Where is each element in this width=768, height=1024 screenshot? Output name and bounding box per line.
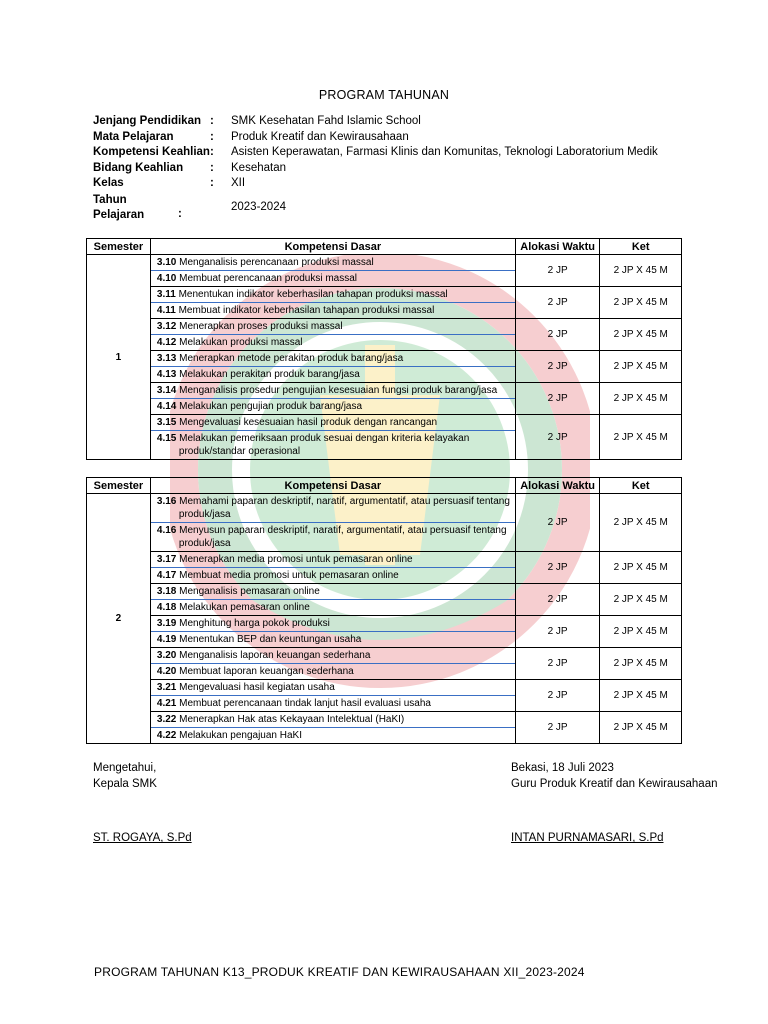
table-row: [87, 255, 682, 287]
sign-right-line1: Bekasi, 18 Juli 2023: [511, 762, 614, 774]
kompetensi-cell: [150, 383, 515, 415]
semester-number: 2: [87, 494, 151, 744]
kd-text: Mengevaluasi kesesuaian hasil produk dengan rancangan: [179, 417, 438, 428]
kd-text: Melakukan perakitan produk barang/jasa: [179, 369, 360, 380]
kd-item: [151, 696, 515, 711]
kd-text: Menerapkan media promosi untuk pemasaran online: [179, 554, 413, 565]
alokasi-waktu-cell: 2 JP: [515, 383, 600, 415]
alokasi-waktu-cell: 2 JP: [515, 616, 600, 648]
kompetensi-cell: [150, 494, 515, 552]
sign-left-name: ST. ROGAYA, S.Pd: [93, 832, 192, 844]
table-row: [87, 383, 682, 415]
column-header: Semester: [87, 478, 151, 494]
kd-text-continued: produk/jasa: [178, 538, 231, 549]
kd-text: Membuat laporan keuangan sederhana: [179, 666, 354, 677]
ket-cell: 2 JP X 45 M: [600, 255, 682, 287]
kd-code: 4.19: [156, 634, 177, 645]
ket-cell: 2 JP X 45 M: [600, 584, 682, 616]
ket-cell: 2 JP X 45 M: [600, 712, 682, 744]
kd-item: [151, 568, 515, 583]
meta-colon: :: [210, 177, 214, 190]
meta-value: 2023-2024: [231, 200, 286, 213]
page-footer: PROGRAM TAHUNAN K13_PRODUK KREATIF DAN KEWIRAUSAHAAN XII_2023-2024: [94, 965, 585, 979]
kd-text: Menghitung harga pokok produksi: [179, 618, 330, 629]
meta-colon: :: [210, 146, 214, 159]
meta-colon: :: [210, 161, 214, 174]
kd-item: [151, 616, 515, 632]
kd-text: Menyusun paparan deskriptif, naratif, argumentatif, atau persuasif tentang: [179, 525, 507, 536]
alokasi-waktu-cell: 2 JP: [515, 680, 600, 712]
kd-text: Menganalisis perencanaan produksi massal: [179, 257, 374, 268]
kd-code: 3.19: [156, 618, 177, 629]
table-row: [87, 584, 682, 616]
sign-right-name: INTAN PURNAMASARI, S.Pd: [511, 832, 664, 844]
column-header: Alokasi Waktu: [515, 239, 600, 255]
kd-item: [151, 712, 515, 728]
kd-text: Melakukan produksi massal: [179, 337, 303, 348]
kd-text: Menganalisis laporan keuangan sederhana: [179, 650, 371, 661]
ket-cell: 2 JP X 45 M: [600, 319, 682, 351]
kd-code: 3.14: [156, 385, 177, 396]
meta-colon: :: [210, 130, 214, 143]
kd-text: Menerapkan Hak atas Kekayaan Intelektual (HaKI): [179, 714, 405, 725]
kd-code: 4.21: [156, 698, 177, 709]
alokasi-waktu-cell: 2 JP: [515, 415, 600, 460]
column-header: Kompetensi Dasar: [150, 239, 515, 255]
table-row: [87, 351, 682, 383]
ket-cell: 2 JP X 45 M: [600, 648, 682, 680]
kd-item: [151, 319, 515, 335]
kd-code: 4.10: [156, 273, 177, 284]
semester-1-table: [86, 238, 682, 460]
semester-2-table: [86, 477, 682, 744]
meta-label: Kelas: [93, 177, 124, 190]
meta-label: Bidang Keahlian: [93, 161, 184, 174]
alokasi-waktu-cell: 2 JP: [515, 319, 600, 351]
kd-item: [151, 431, 515, 459]
kompetensi-cell: [150, 616, 515, 648]
kd-code: 3.11: [156, 289, 176, 300]
kd-text: Melakukan pemasaran online: [179, 602, 310, 613]
ket-cell: 2 JP X 45 M: [600, 494, 682, 552]
kompetensi-cell: [150, 255, 515, 287]
kd-item: [151, 271, 515, 286]
kd-item: [151, 335, 515, 350]
kd-item: [151, 383, 515, 399]
kompetensi-cell: [150, 680, 515, 712]
kd-item: [151, 399, 515, 414]
table-row: [87, 616, 682, 648]
kd-item: [151, 600, 515, 615]
meta-colon: :: [210, 115, 214, 127]
kd-item: [151, 648, 515, 664]
kd-item: [151, 664, 515, 679]
kd-code: 3.17: [156, 554, 177, 565]
kd-item: [151, 351, 515, 367]
alokasi-waktu-cell: 2 JP: [515, 552, 600, 584]
meta-label: Jenjang Pendidikan: [93, 115, 201, 127]
kd-code: 3.13: [156, 353, 177, 364]
table-row: [87, 712, 682, 744]
meta-value: SMK Kesehatan Fahd Islamic School: [231, 115, 421, 127]
kd-code: 3.20: [156, 650, 177, 661]
meta-value: Produk Kreatif dan Kewirausahaan: [231, 130, 409, 143]
kd-code: 3.16: [156, 496, 177, 507]
kd-item: [151, 584, 515, 600]
table-row: [87, 648, 682, 680]
kompetensi-cell: [150, 584, 515, 616]
column-header: Semester: [87, 239, 151, 255]
kd-item: [151, 287, 515, 303]
sign-left-line2: Kepala SMK: [93, 778, 157, 790]
sign-left-line1: Mengetahui,: [93, 762, 157, 774]
kd-item: [151, 367, 515, 382]
ket-cell: 2 JP X 45 M: [600, 351, 682, 383]
kd-text: Membuat media promosi untuk pemasaran online: [179, 570, 399, 581]
signature-right: [511, 760, 717, 846]
kd-text-continued: produk/standar operasional: [178, 446, 301, 457]
kd-item: [151, 632, 515, 647]
kompetensi-cell: [150, 351, 515, 383]
kompetensi-cell: [150, 319, 515, 351]
ket-cell: 2 JP X 45 M: [600, 680, 682, 712]
alokasi-waktu-cell: 2 JP: [515, 712, 600, 744]
column-header: Ket: [600, 239, 682, 255]
kompetensi-cell: [150, 648, 515, 680]
kd-item: [151, 255, 515, 271]
kd-text: Menentukan BEP dan keuntungan usaha: [179, 634, 362, 645]
kompetensi-cell: [150, 712, 515, 744]
ket-cell: 2 JP X 45 M: [600, 552, 682, 584]
alokasi-waktu-cell: 2 JP: [515, 351, 600, 383]
kd-text: Membuat perencanaan tindak lanjut hasil evaluasi usaha: [179, 698, 431, 709]
table-row: [87, 552, 682, 584]
column-header: Kompetensi Dasar: [150, 478, 515, 494]
page-title: PROGRAM TAHUNAN: [318, 88, 450, 102]
meta-label: [93, 193, 144, 223]
kd-text: Menganalisis prosedur pengujian kesesuaian fungsi produk barang/jasa: [179, 385, 498, 396]
kd-code: 4.17: [156, 570, 177, 581]
alokasi-waktu-cell: 2 JP: [515, 287, 600, 319]
kd-code: 4.14: [156, 401, 177, 412]
kd-code: 4.12: [156, 337, 177, 348]
ket-cell: 2 JP X 45 M: [600, 287, 682, 319]
kd-code: 3.15: [156, 417, 177, 428]
kd-code: 4.22: [156, 730, 177, 741]
kd-text: Mengevaluasi hasil kegiatan usaha: [179, 682, 335, 693]
kd-item: [151, 680, 515, 696]
table-row: [87, 319, 682, 351]
meta-label: Mata Pelajaran: [93, 130, 174, 143]
meta-value: XII: [231, 177, 246, 190]
kd-text: Melakukan pengajuan HaKI: [179, 730, 303, 741]
kompetensi-cell: [150, 287, 515, 319]
kd-code: 3.18: [156, 586, 177, 597]
kompetensi-cell: [150, 415, 515, 460]
kd-code: 4.15: [156, 433, 177, 444]
kd-item: [151, 728, 515, 743]
kd-text: Memahami paparan deskriptif, naratif, argumentatif, atau persuasif tentang: [179, 496, 510, 507]
alokasi-waktu-cell: 2 JP: [515, 648, 600, 680]
kd-code: 4.18: [156, 602, 177, 613]
table-row: [87, 494, 682, 552]
kd-text: Menganalisis pemasaran online: [179, 586, 320, 597]
table-header-row: [87, 239, 682, 255]
column-header: Ket: [600, 478, 682, 494]
kd-code: 4.20: [156, 666, 177, 677]
semester-number: 1: [87, 255, 151, 460]
kd-code: 3.10: [156, 257, 177, 268]
kd-item: [151, 303, 515, 318]
alokasi-waktu-cell: 2 JP: [515, 494, 600, 552]
kd-code: 3.22: [156, 714, 177, 725]
kd-text: Menentukan indikator keberhasilan tahapan produksi massal: [178, 289, 448, 300]
kd-text: Membuat indikator keberhasilan tahapan produksi massal: [178, 305, 435, 316]
kd-text: Menerapkan metode perakitan produk barang/jasa: [179, 353, 404, 364]
kd-code: 4.13: [156, 369, 177, 380]
meta-value: Kesehatan: [231, 161, 286, 174]
table-header-row: [87, 478, 682, 494]
tahun-label-line2: Pelajaran: [93, 208, 145, 221]
kd-text: Membuat perencanaan produksi massal: [179, 273, 358, 284]
tahun-label-line1: Tahun: [93, 193, 127, 206]
kd-code: 4.16: [156, 525, 177, 536]
meta-colon: :: [178, 207, 182, 220]
table-row: [87, 680, 682, 712]
alokasi-waktu-cell: 2 JP: [515, 255, 600, 287]
ket-cell: 2 JP X 45 M: [600, 415, 682, 460]
sign-right-line2: Guru Produk Kreatif dan Kewirausahaan: [511, 778, 718, 790]
kd-text-continued: produk/jasa: [178, 509, 231, 520]
signature-left: [93, 760, 192, 846]
alokasi-waktu-cell: 2 JP: [515, 584, 600, 616]
kd-item: [151, 523, 515, 551]
table-row: [87, 287, 682, 319]
kd-text: Menerapkan proses produksi massal: [179, 321, 343, 332]
kd-code: 4.11: [156, 305, 176, 316]
kd-code: 3.12: [156, 321, 177, 332]
kd-item: [151, 415, 515, 431]
column-header: Alokasi Waktu: [515, 478, 600, 494]
kd-text: Melakukan pengujian produk barang/jasa: [179, 401, 363, 412]
ket-cell: 2 JP X 45 M: [600, 616, 682, 648]
kompetensi-cell: [150, 552, 515, 584]
kd-code: 3.21: [156, 682, 177, 693]
kd-text: Melakukan pemeriksaan produk sesuai dengan kriteria kelayakan: [179, 433, 470, 444]
kd-item: [151, 494, 515, 523]
ket-cell: 2 JP X 45 M: [600, 383, 682, 415]
meta-label: Kompetensi Keahlian: [93, 146, 210, 159]
table-row: [87, 415, 682, 460]
meta-value: Asisten Keperawatan, Farmasi Klinis dan Komunitas, Teknologi Laboratorium Medik: [231, 146, 658, 159]
kd-item: [151, 552, 515, 568]
